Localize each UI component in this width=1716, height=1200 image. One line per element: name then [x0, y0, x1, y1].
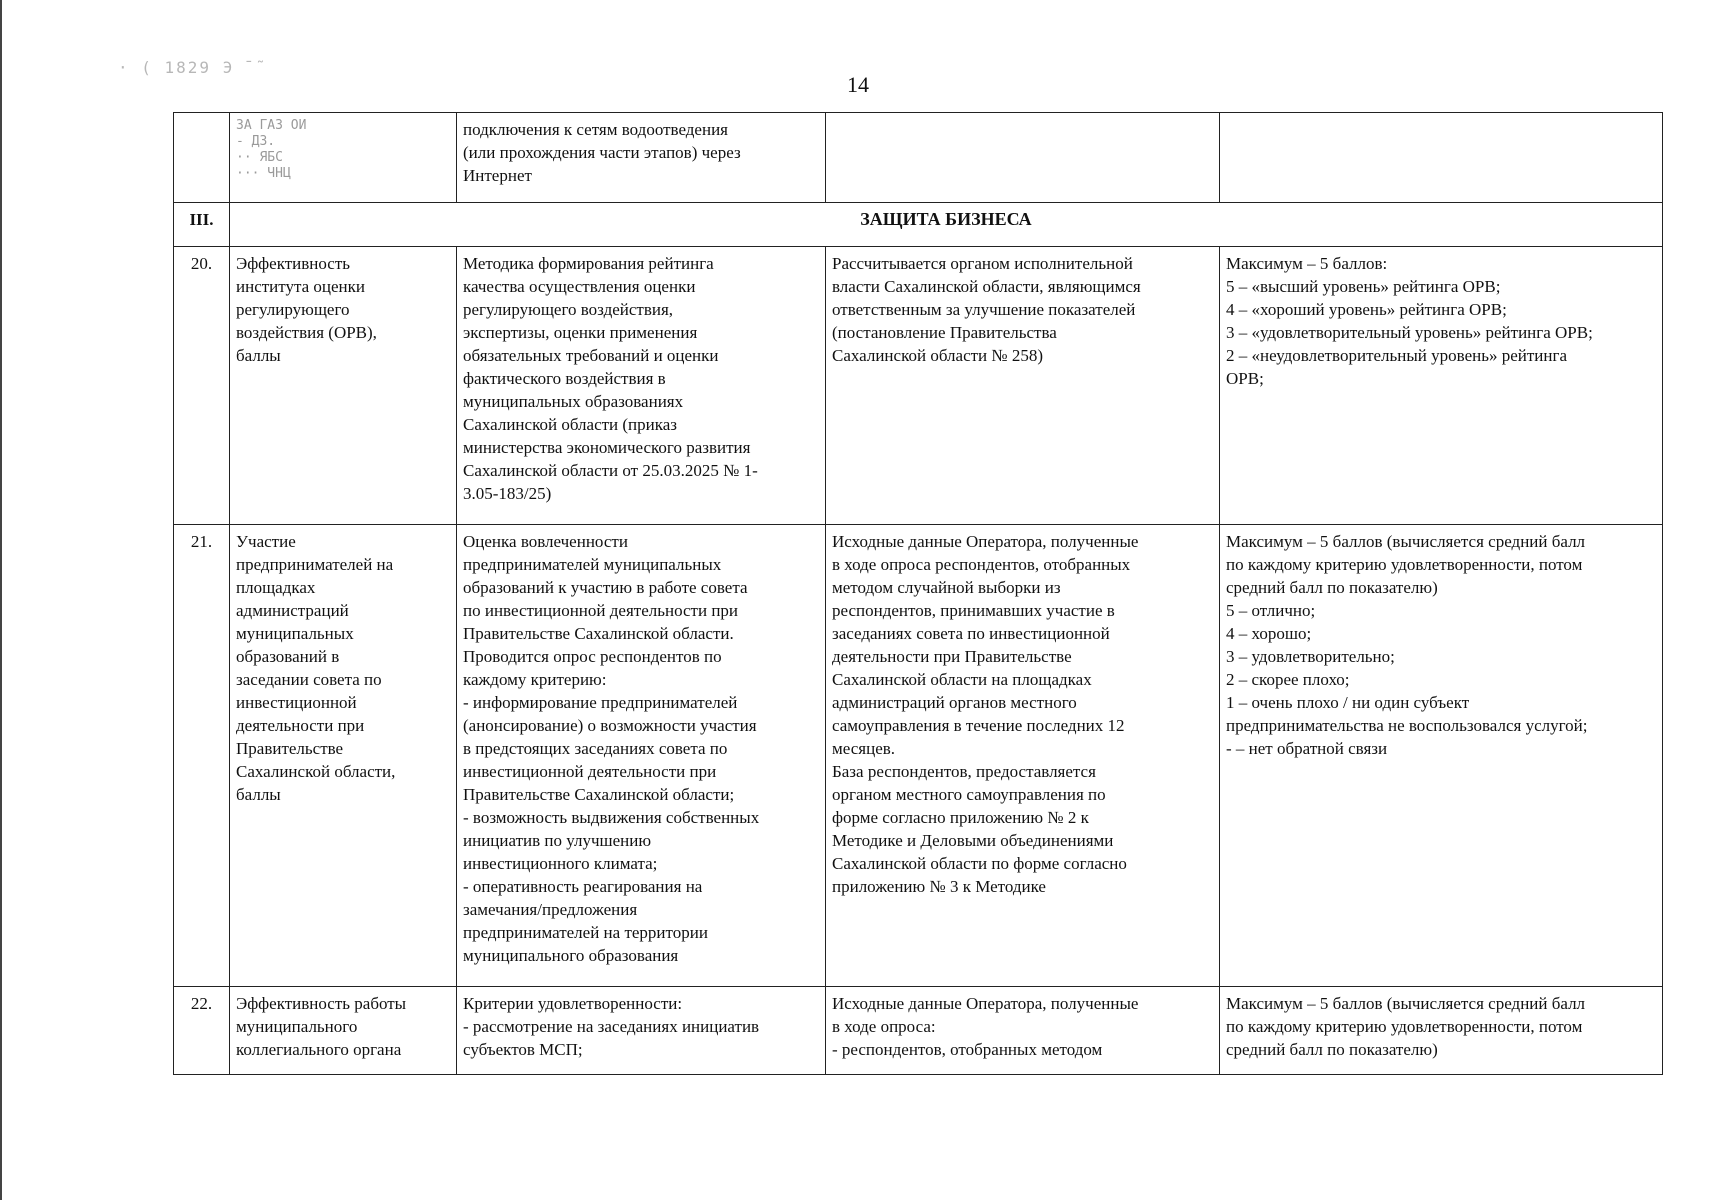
cell-source — [826, 113, 1220, 203]
cell-name: Эффективность работы муниципального коллегиального органа — [230, 987, 457, 1075]
cell-score: Максимум – 5 баллов: 5 – «высший уровень» рейтинга ОРВ; 4 – «хороший уровень» рейтинга ОРВ; 3 – «удовлетворительный уровень» рейтинга ОРВ; 2 – «неудовлетворительный уровень» рейтинга ОРВ; — [1220, 247, 1663, 525]
table-row — [174, 525, 1663, 987]
cell-name: Участие предпринимателей на площадках администраций муниципальных образований в заседании совета по инвестиционной деятельности при Правительстве Сахалинской области, баллы — [230, 525, 457, 987]
page-edge-line — [0, 0, 2, 1200]
cell-method: Критерии удовлетворенности: - рассмотрение на заседаниях инициатив субъектов МСП; — [457, 987, 826, 1075]
page-number: 14 — [847, 72, 869, 97]
cell-method: Оценка вовлеченности предпринимателей муниципальных образований к участию в работе совета по инвестиционной деятельности при Правительстве Сахалинской области. Проводится опрос респондентов по каждому критерию: - информирование предпринимателей (анонсирование) о возможности участия в предстоящих заседаниях совета по инвестиционной деятельности при Правительстве Сахалинской области; - возможность выдвижения собственных инициатив по улучшению инвестиционного климата; - оперативность реагирования на замечания/предложения предпринимателей на территории муниципального образования — [457, 525, 826, 987]
table-row — [174, 113, 1663, 203]
cell-method: подключения к сетям водоотведения (или прохождения части этапов) через Интернет — [457, 113, 826, 203]
section-title: ЗАЩИТА БИЗНЕСА — [230, 203, 1663, 247]
faded-stamp: · ( 1829 Э ̄ ̃ — [118, 58, 258, 77]
cell-method: Методика формирования рейтинга качества осуществления оценки регулирующего воздействия, экспертизы, оценки применения обязательных требований и оценки фактического воздействия в муниципальных образованиях Сахалинской области (приказ министерства экономического развития Сахалинской области от 25.03.2025 № 1- 3.05-183/25) — [457, 247, 826, 525]
cell-source: Рассчитывается органом исполнительной власти Сахалинской области, являющимся ответственным за улучшение показателей (постановление Правительства Сахалинской области № 258) — [826, 247, 1220, 525]
cell-source: Исходные данные Оператора, полученные в ходе опроса: - респондентов, отобранных методом — [826, 987, 1220, 1075]
cell-name-faded: ЗА ГАЗ ОИ - ДЗ. ·· ЯБС ··· ЧНЦ — [230, 113, 457, 203]
cell-score: Максимум – 5 баллов (вычисляется средний балл по каждому критерию удовлетворенности, потом средний балл по показателю) 5 – отлично; 4 – хорошо; 3 – удовлетворительно; 2 – скорее плохо; 1 – очень плохо / ни один субъект предпринимательства не воспользовался услугой; - – нет обратной связи — [1220, 525, 1663, 987]
cell-score: Максимум – 5 баллов (вычисляется средний балл по каждому критерию удовлетворенности, потом средний балл по показателю) — [1220, 987, 1663, 1075]
table-row — [174, 987, 1663, 1075]
cell-num: 21. — [174, 525, 230, 987]
cell-num: 20. — [174, 247, 230, 525]
section-num: III. — [174, 203, 230, 247]
cell-score — [1220, 113, 1663, 203]
cell-name: Эффективность института оценки регулирующего воздействия (ОРВ), баллы — [230, 247, 457, 525]
table-row — [174, 247, 1663, 525]
section-row — [174, 203, 1663, 247]
indicator-table — [173, 112, 1663, 1075]
cell-num — [174, 113, 230, 203]
cell-source: Исходные данные Оператора, полученные в ходе опроса респондентов, отобранных методом случайной выборки из респондентов, принимавших участие в заседаниях совета по инвестиционной деятельности при Правительстве Сахалинской области на площадках администраций органов местного самоуправления в течение последних 12 месяцев. База респондентов, предоставляется органом местного самоуправления по форме согласно приложению № 2 к Методике и Деловыми объединениями Сахалинской области по форме согласно приложению № 3 к Методике — [826, 525, 1220, 987]
cell-num: 22. — [174, 987, 230, 1075]
